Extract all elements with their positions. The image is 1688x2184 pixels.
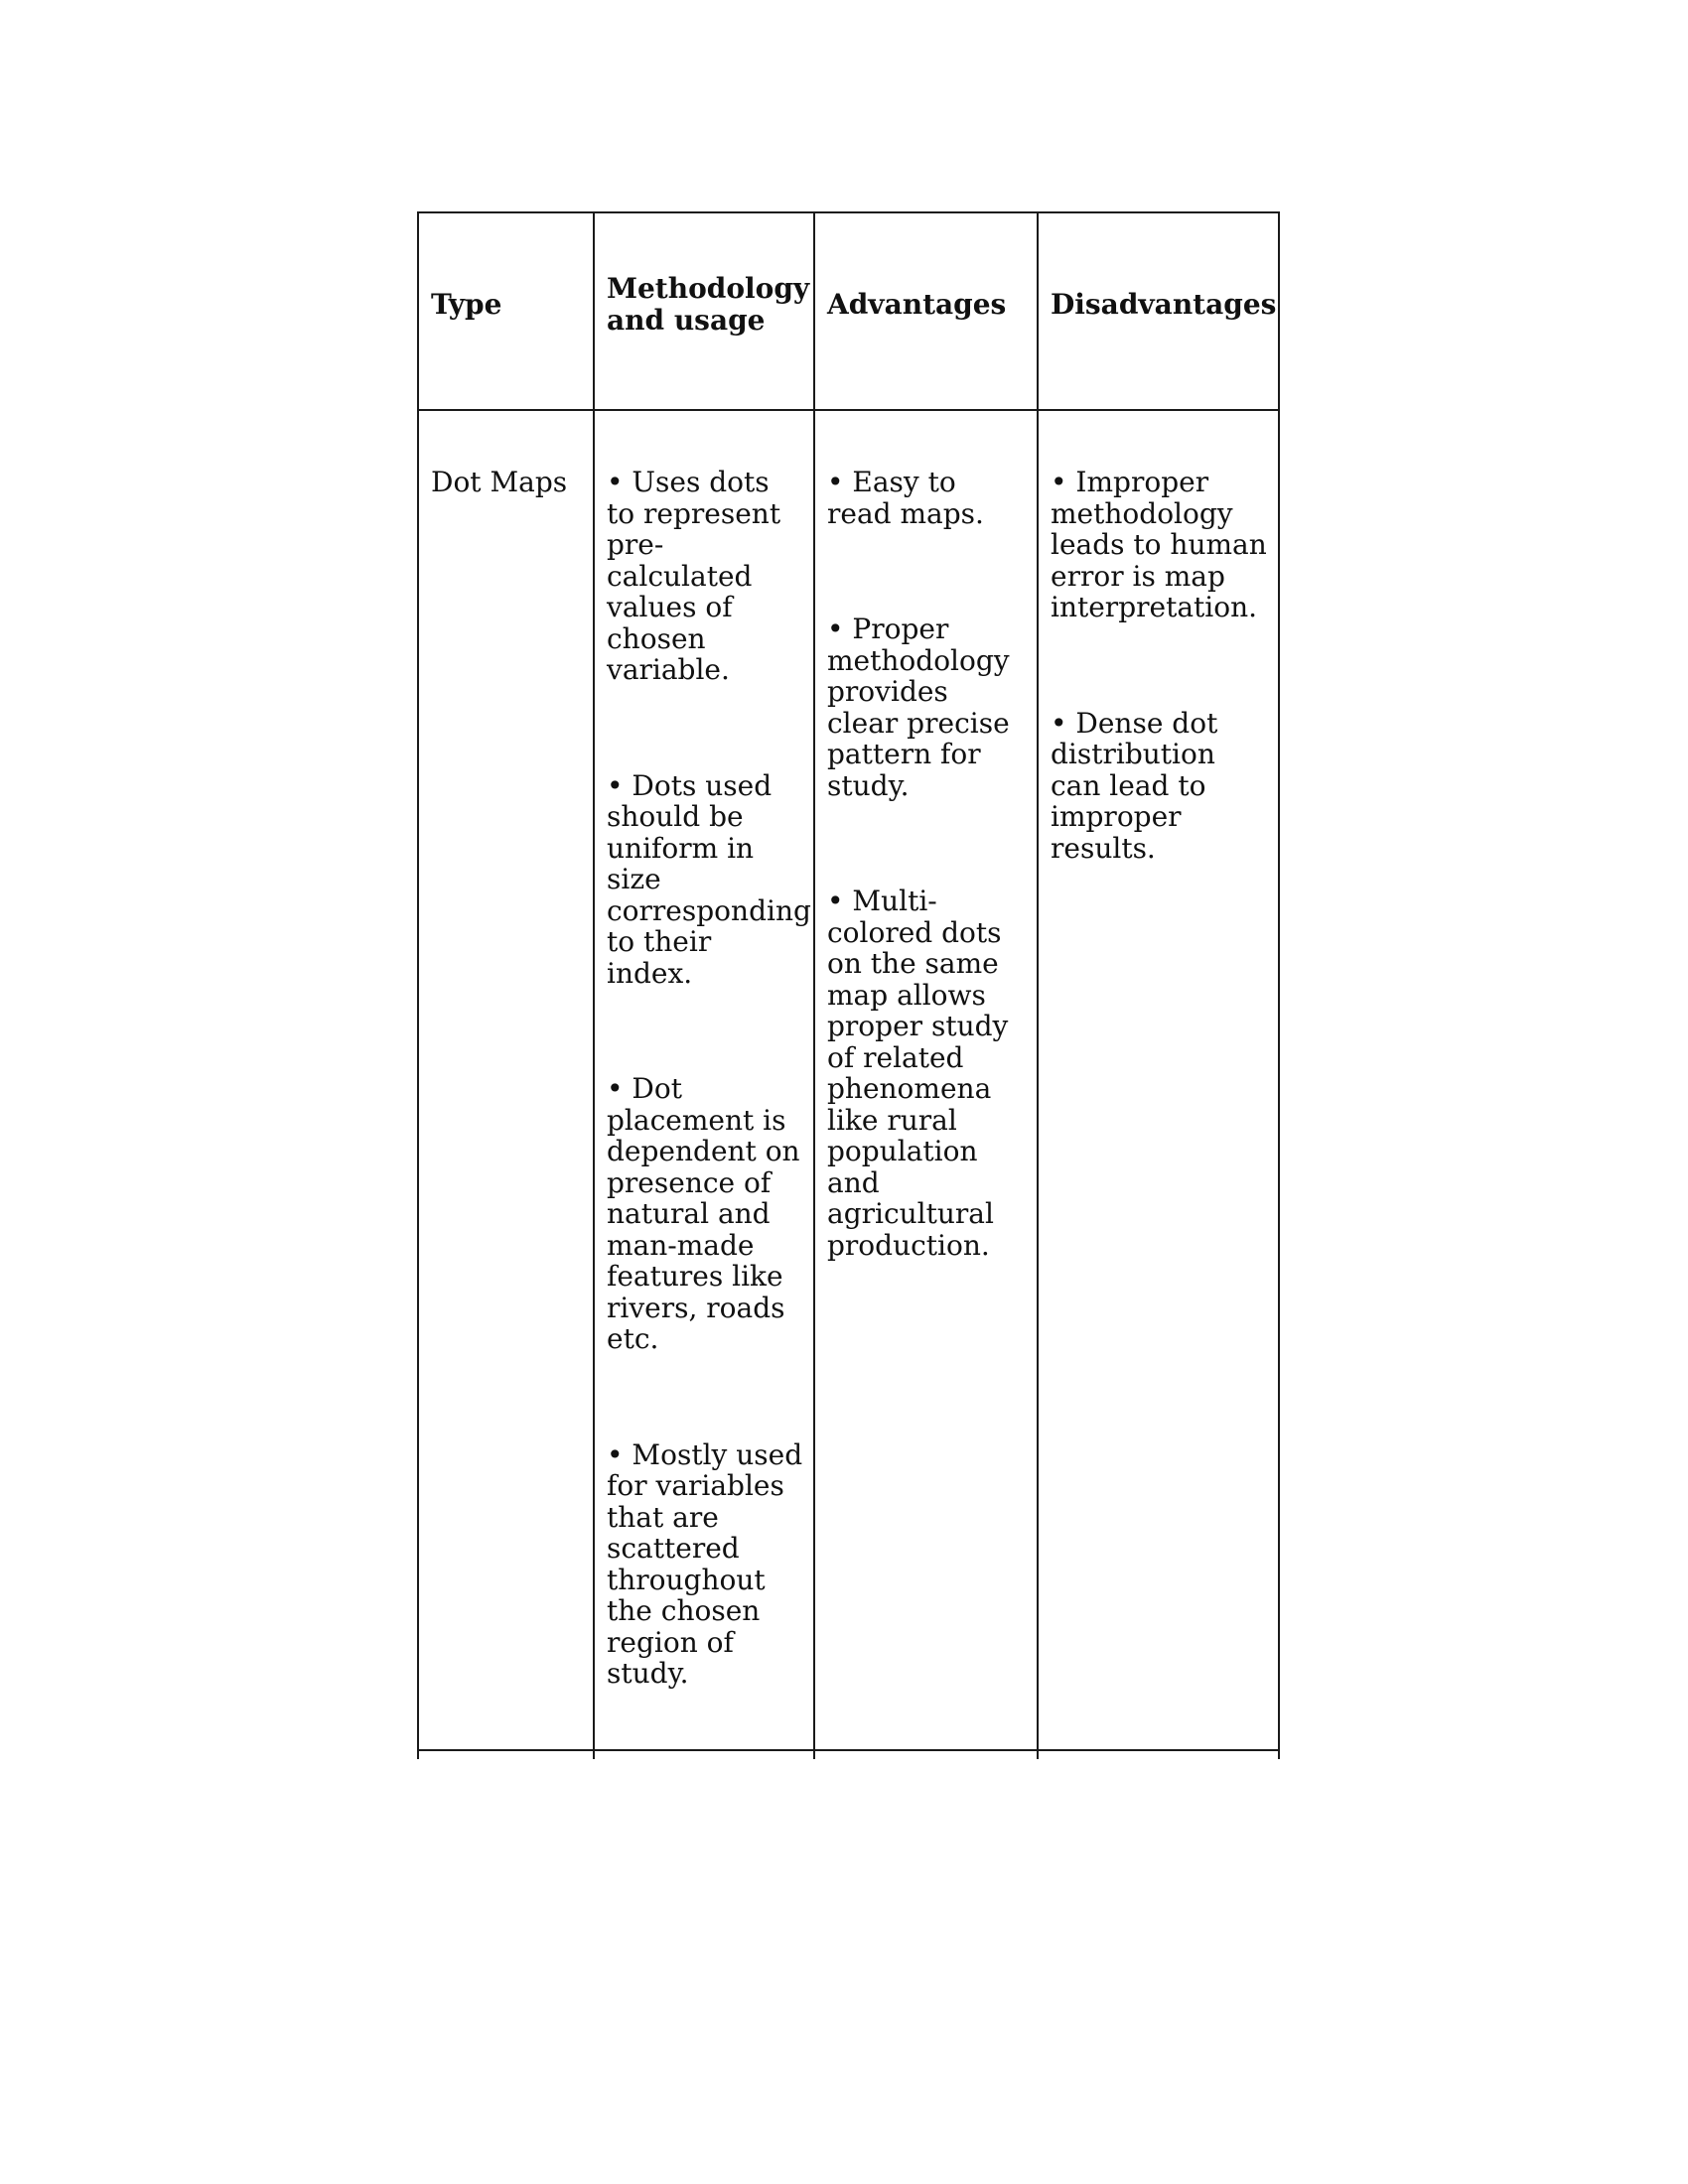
cell-disadvantages — [1038, 410, 1279, 1750]
cell-methodology — [594, 410, 814, 1750]
disadvantage-bullet: • Improper methodology leads to human error is map interpretation. — [1051, 466, 1267, 623]
continuation-cell — [418, 1750, 594, 1759]
table-continuation-row — [418, 1750, 1279, 1759]
methodology-bullet: • Dots used should be uniform in size corresponding to their index. — [607, 768, 811, 990]
continuation-cell — [814, 1750, 1038, 1759]
header-type: Type — [418, 212, 594, 410]
advantage-bullet: • Multi-colored dots on the same map allows proper study of related phenomena like rural population and agricultural production. — [827, 885, 1009, 1262]
advantage-bullet: • Easy to read maps. — [827, 466, 984, 530]
methodology-bullet: • Mostly used for variables that are scattered throughout the chosen region of study. — [607, 1437, 803, 1690]
header-disadvantages: Disadvantages — [1038, 212, 1279, 410]
table-row — [418, 410, 1279, 1750]
comparison-table — [417, 211, 1280, 1759]
cell-type: Dot Maps — [418, 410, 594, 1750]
disadvantage-bullet: • Dense dot distribution can lead to improper results. — [1051, 706, 1218, 865]
table-header-row — [418, 212, 1279, 410]
methodology-bullet: • Dot placement is dependent on presence of natural and man-made features like rivers, roads etc. — [607, 1072, 800, 1355]
header-advantages: Advantages — [814, 212, 1038, 410]
continuation-cell — [1038, 1750, 1279, 1759]
continuation-cell — [594, 1750, 814, 1759]
cell-advantages — [814, 410, 1038, 1750]
methodology-bullet: • Uses dots to represent pre-calculated values of chosen variable. — [607, 466, 781, 686]
advantage-bullet: • Proper methodology provides clear precise pattern for study. — [827, 613, 1010, 802]
header-methodology: Methodology and usage — [594, 212, 814, 410]
